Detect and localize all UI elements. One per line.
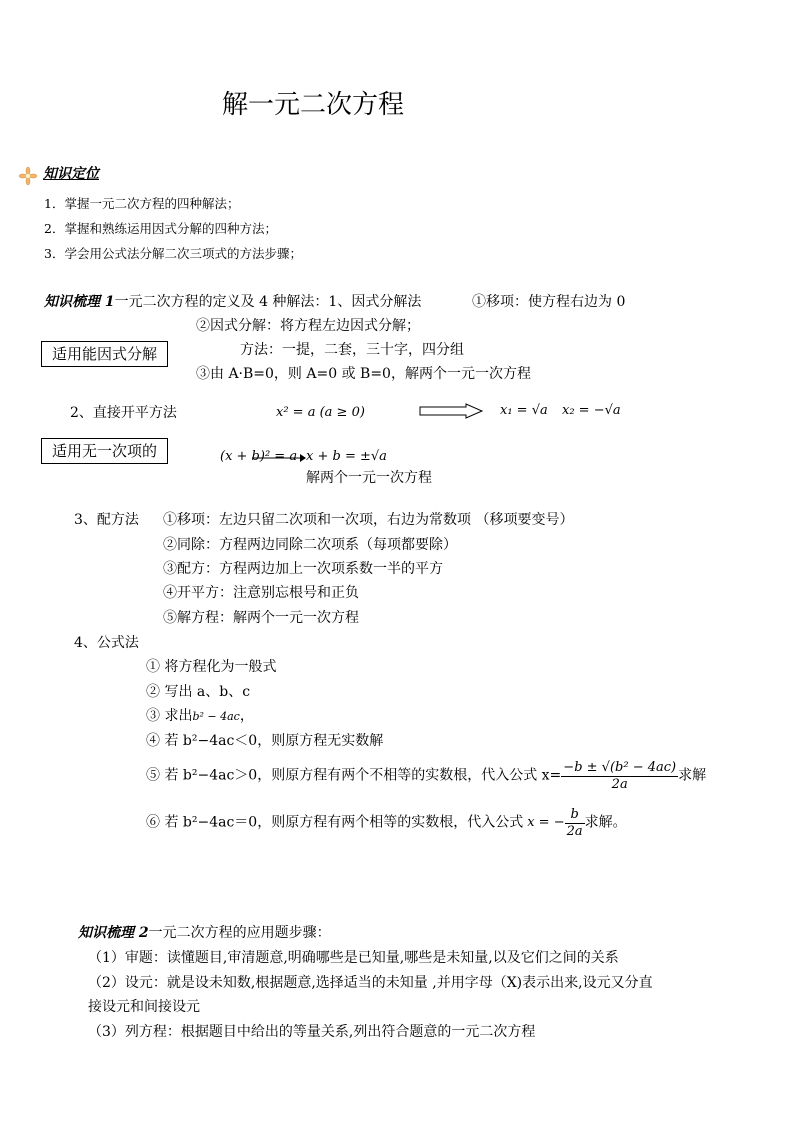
right-arrow-icon [418,403,484,419]
quadratic-formula-numerator: −b ± √(b² − 4ac) [563,760,677,775]
direct-method-label: 2、直接开平方法 [70,405,177,421]
section-heading-summary2: 知识梳理 2 [78,925,149,941]
list-item: 1．掌握一元二次方程的四种解法； [44,196,240,211]
formula-step-6: ⑥ 若 b²−4ac＝0，则原方程有两个相等的实数根，代入公式 x = − $\frac{b}{2a}$ 求解。 [146,807,627,839]
factor-step-3: ③由 A·B=0，则 A=0 或 B=0，解两个一元一次方程 [196,366,531,382]
completing-step-5: ⑤解方程：解两个一元一次方程 [163,610,359,626]
equation-perfect-square: (x + b)² = a [220,449,298,464]
formula-method-label: 4、公式法 [74,635,139,651]
completing-step-2: ②同除：方程两边同除二次项系（每项都要除） [163,537,457,553]
completing-step-3: ③配方：方程两边加上一次项系数一半的平方 [163,561,443,577]
completing-square-label: 3、配方法 [74,512,139,528]
equation-x-squared: x² = a (a ≥ 0) [276,405,365,420]
application-step-1: （1）审题：读懂题目,审清题意,明确哪些是已知量,哪些是未知量,以及它们之间的关系 [88,950,619,966]
double-root-numerator: b [565,807,585,824]
root-x1: x₁ = √a [500,403,548,418]
list-item: 2．掌握和熟练运用因式分解的四种方法； [44,221,277,236]
formula-step-1: ① 将方程化为一般式 [146,659,277,675]
quadratic-formula-denominator: 2a [611,776,628,792]
discriminant-expr: b² − 4ac [192,710,240,723]
arrow-icon [250,450,306,466]
factor-step-1: ①移项：使方程右边为 0 [472,294,626,310]
factor-methods: 方法：一提，二套，三十字，四分组 [240,342,464,358]
factor-step-2: ②因式分解：将方程左边因式分解； [196,318,420,334]
no-linear-term-box: 适用无一次项的 [41,438,168,464]
section-heading-positioning: 知识定位 [43,166,99,182]
application-step-2-cont: 接设元和间接设元 [88,999,200,1015]
double-root-denominator: 2a [566,823,583,839]
list-item: 3．学会用公式法分解二次三项式的方法步骤； [44,246,302,261]
equation-sqrt-both: x + b = ±√a [306,449,387,464]
application-step-3: （3）列方程：根据题目中给出的等量关系,列出符合题意的一元二次方程 [88,1024,536,1040]
completing-step-1: ①移项：左边只留二次项和一次项，右边为常数项 （移项要变号） [163,512,574,528]
completing-step-4: ④开平方：注意别忘根号和正负 [163,585,359,601]
quadratic-formula-fraction [561,760,678,792]
summary2-intro: 一元二次方程的应用题步骤： [148,925,331,941]
double-root-fraction [565,807,585,839]
factorable-box: 适用能因式分解 [41,341,168,367]
root-x2: x₂ = −√a [562,403,621,418]
flower-icon [18,166,38,186]
application-step-2: （2）设元：就是设未知数,根据题意,选择适当的未知量 ,并用字母（X)表示出来,设元又分直 [88,975,653,991]
formula-step-2: ② 写出 a、b、c [146,684,251,700]
summary1-intro: 一元二次方程的定义及 4 种解法：1、因式分解法 [114,294,422,310]
solve-two-linear: 解两个一元一次方程 [306,470,432,486]
summary1-line [44,294,421,311]
summary2-line [78,925,331,942]
formula-step-5: ⑤ 若 b²−4ac＞0，则原方程有两个不相等的实数根，代入公式 x= $\frac{\text{−b ± √(b² − 4ac)}}{2a}$ 求解 [146,760,707,792]
formula-step-3: ③ 求出b² − 4ac， [146,708,254,724]
page-title: 解一元二次方程 [222,90,405,120]
section-heading-summary1: 知识梳理 1 [44,294,115,310]
formula-step-4: ④ 若 b²−4ac＜0，则原方程无实数解 [146,733,384,749]
